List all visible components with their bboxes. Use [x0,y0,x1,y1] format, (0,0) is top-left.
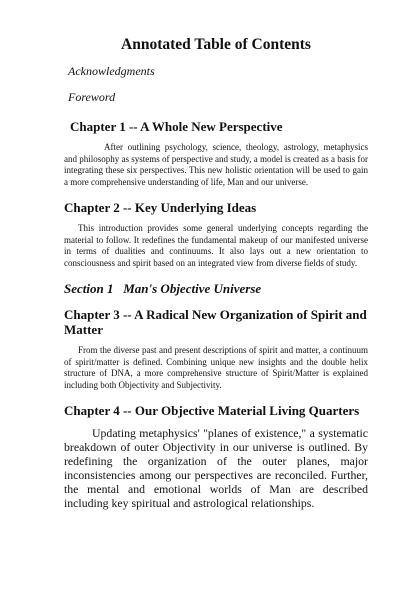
chapter-4-description: Updating metaphysics' "planes of existence," a systematic breakdown of outer Objectivity in our universe is outlined. By redefining the organization of the outer planes, major inconsistencies among our perspectives are reconciled. Further, the mental and emotional worlds of Man are described including key spiritual and astrological relationships. [64,426,368,510]
chapter-1-description: After outlining psychology, science, theology, astrology, metaphysics and philosophy as systems of perspective and study, a model is created as a basis for integrating these six perspectives. This new holistic orientation will be used to gain a more comprehensive understanding of life, Man and our universe. [64,142,368,187]
chapter-2-entry [64,200,368,269]
section-1-title: Section 1 Man's Objective Universe [64,281,262,296]
chapter-3-title: Chapter 3 -- A Radical New Organization of Spirit and Matter [64,307,367,337]
chapter-1-title: Chapter 1 -- A Whole New Perspective [70,119,283,134]
front-matter-acknowledgments: Acknowledgments [68,64,155,78]
chapter-4-entry [64,403,368,510]
chapter-3-entry [64,307,368,391]
chapter-1-entry [64,119,368,188]
chapter-2-title: Chapter 2 -- Key Underlying Ideas [64,200,257,215]
page-title: Annotated Table of Contents [121,36,311,53]
front-matter-foreword: Foreword [68,90,116,104]
chapter-2-description: This introduction provides some general underlying concepts regarding the material to follow. It redefines the fundamental makeup of our manifested universe in terms of dualities and continuums. It also lays out a new orientation to consciousness and spirit based on an integrated view from diverse fields of study. [64,223,368,268]
chapter-3-description: From the diverse past and present descriptions of spirit and matter, a continuum of spirit/matter is defined. Combining unique new insights and the double helix structure of DNA, a more comprehensive structure of Spirit/Matter is explained including both Objectivity and Subjectivity. [64,345,368,390]
chapter-4-title: Chapter 4 -- Our Objective Material Living Quarters [64,403,360,418]
